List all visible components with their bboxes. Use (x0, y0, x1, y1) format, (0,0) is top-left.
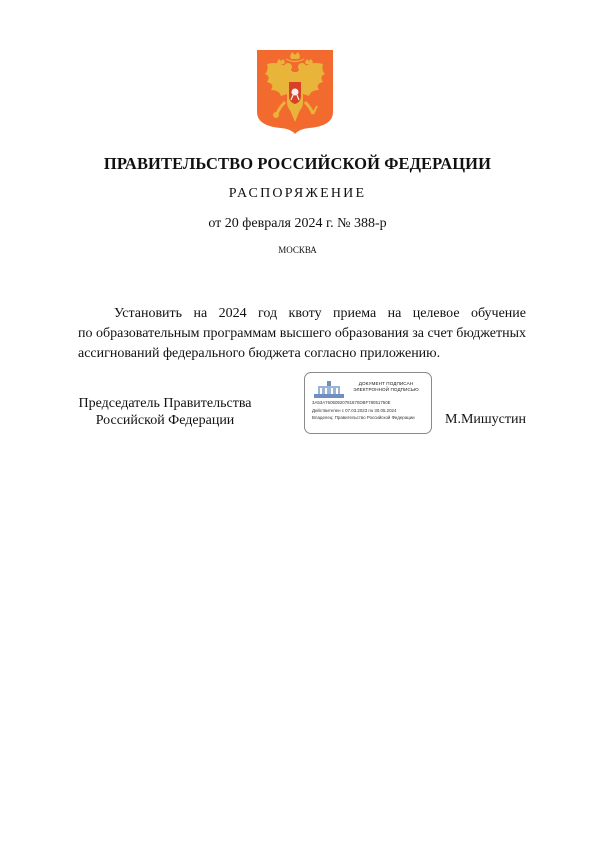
signer-position-line: Председатель Правительства (78, 396, 252, 411)
organization-title: ПРАВИТЕЛЬСТВО РОССИЙСКОЙ ФЕДЕРАЦИИ (103, 154, 492, 173)
signer-position-line: Российской Федерации (95, 413, 235, 428)
signer-position (70, 395, 260, 429)
document-city: МОСКВА (278, 245, 317, 255)
certificate-validity: Действителен с 07.03.2023 по 30.05.2024 (312, 408, 397, 413)
order-text (78, 304, 526, 364)
stamp-title (341, 381, 431, 393)
order-text-line: ассигнований федерального бюджета согласно приложению. (78, 346, 441, 361)
document-type: РАСПОРЯЖЕНИЕ (228, 186, 367, 201)
certificate-owner: Владелец: Правительство Российской Федерации (312, 415, 415, 420)
coat-of-arms-icon (257, 50, 333, 134)
signer-name: М.Мишустин (445, 412, 526, 427)
electronic-signature-stamp (304, 372, 432, 434)
government-building-icon (314, 380, 344, 400)
order-text-line: по образовательным программам высшего образования за счет бюджетных (78, 326, 526, 341)
stamp-title-line: ЭЛЕКТРОННОЙ ПОДПИСЬЮ (353, 387, 419, 392)
certificate-serial: 3A53A76050920781870DBF78051750E (312, 400, 391, 405)
stamp-title-line: ДОКУМЕНТ ПОДПИСАН (358, 381, 414, 386)
document-date-number: от 20 февраля 2024 г. № 388-р (208, 216, 387, 231)
order-text-line: Установить на 2024 год квоту приема на целевое обучение (114, 306, 526, 321)
